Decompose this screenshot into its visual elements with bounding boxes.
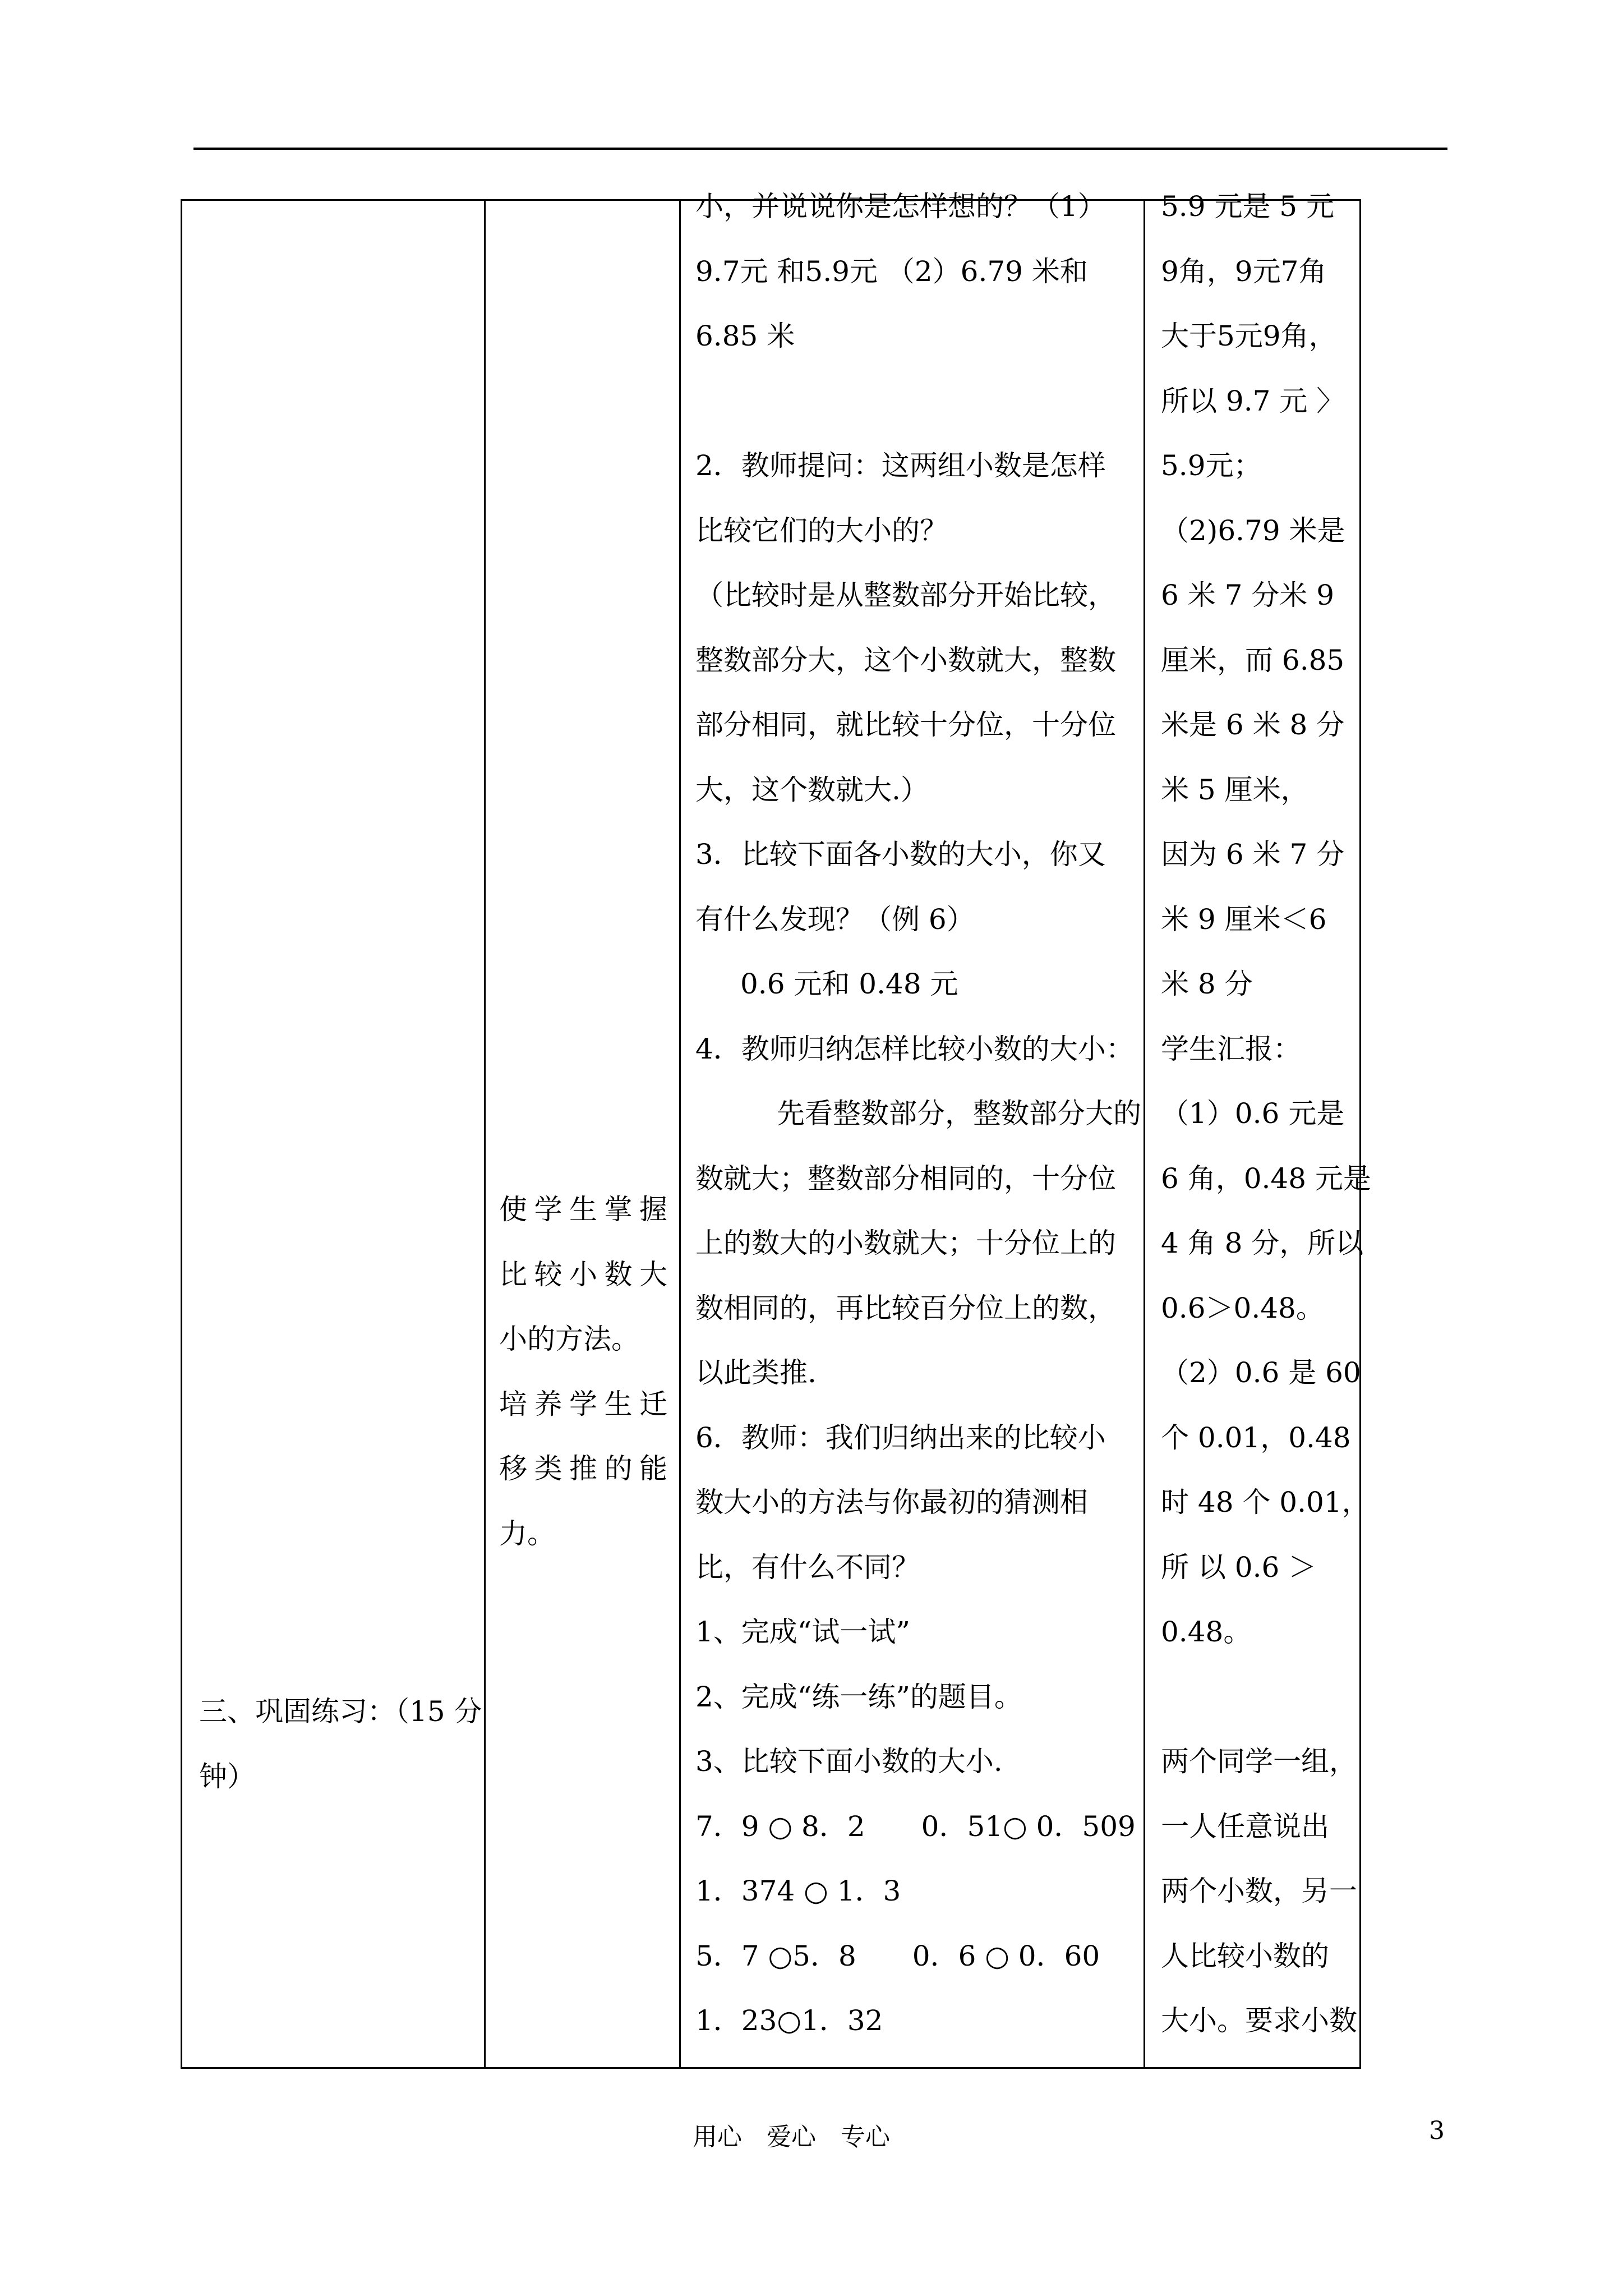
activity-line: 小，并说说你是怎样想的？（1）: [695, 190, 1106, 223]
activity-line: 7．9 ○ 8．2 0．51○ 0．509: [695, 1810, 1136, 1843]
activity-line: 0.6 元和 0.48 元: [740, 968, 958, 1000]
activity-line: 6．教师：我们归纳出来的比较小: [695, 1421, 1106, 1454]
student-line: 6 米 7 分米 9: [1161, 579, 1335, 611]
activity-line: 以此类推.: [695, 1356, 817, 1389]
student-line: 厘米，而 6.85: [1161, 643, 1345, 677]
student-line: 0.6＞0.48。: [1161, 1291, 1324, 1324]
student-line: 9角，9元7角: [1161, 255, 1327, 288]
activity-line: 3、比较下面小数的大小.: [695, 1745, 1003, 1778]
student-line: 4 角 8 分，所以: [1161, 1227, 1364, 1259]
stage-line: 钟）: [199, 1760, 255, 1793]
activity-line: [695, 369, 1144, 434]
activity-line: 数相同的，再比较百分位上的数，: [695, 1291, 1116, 1324]
stage-column: [199, 1680, 482, 1809]
student-line: （1）0.6 元是: [1161, 1097, 1345, 1130]
activity-line: 上的数大的小数就大；十分位上的: [695, 1227, 1116, 1259]
student-line: 米 9 厘米＜6: [1161, 903, 1327, 936]
student-line: 所以 9.7 元 〉: [1161, 384, 1345, 417]
activity-line: （比较时是从整数部分开始比较，: [695, 579, 1116, 611]
student-line: 两个同学一组，: [1161, 1745, 1357, 1778]
objective-line: 移类推的能: [499, 1452, 667, 1485]
student-line: （2)6.79 米是: [1161, 514, 1345, 547]
objective-line: 比较小数大: [499, 1258, 667, 1291]
teacher-activity-column: [695, 174, 1144, 2054]
activity-line: 9.7元 和5.9元 （2）6.79 米和: [695, 255, 1088, 288]
student-line: 因为 6 米 7 分: [1161, 838, 1345, 871]
column-divider-2: [679, 201, 681, 2067]
student-line: 米是 6 米 8 分: [1161, 708, 1345, 741]
page-number: 3: [1429, 2116, 1445, 2145]
column-divider-1: [484, 201, 486, 2067]
student-line: 大于5元9角，: [1161, 320, 1337, 352]
student-line: 所 以 0.6 ＞: [1161, 1550, 1317, 1584]
activity-line: 部分相同，就比较十分位，十分位: [695, 708, 1116, 741]
student-line: 学生汇报：: [1161, 1032, 1301, 1065]
header-rule: [193, 148, 1447, 150]
activity-line: 1．374 ○ 1．3: [695, 1875, 901, 1907]
objective-line: 力。: [499, 1517, 555, 1550]
objective-line: 培养学生迁: [499, 1387, 667, 1420]
student-line: 个 0.01，0.48: [1161, 1421, 1351, 1454]
activity-line: 1、完成“试一试”: [695, 1616, 910, 1648]
student-line: 米 5 厘米，: [1161, 773, 1309, 806]
student-activity-column: [1161, 174, 1371, 2054]
student-line: （2）0.6 是 60: [1161, 1356, 1361, 1389]
objective-line: 使学生掌握: [499, 1193, 667, 1226]
objective-column: [499, 1177, 667, 1566]
student-line: [1161, 1665, 1349, 1730]
student-line: 0.48。: [1161, 1616, 1252, 1648]
activity-line: 2、完成“练一练”的题目。: [695, 1680, 1022, 1713]
activity-line: 比，有什么不同？: [695, 1550, 920, 1584]
student-line: 5.9元；: [1161, 449, 1262, 482]
activity-line: 5．7 ○5．8 0．6 ○ 0．60: [695, 1939, 1100, 1972]
footer-text: 用心 爱心 专心: [693, 2123, 890, 2151]
activity-line: 3．比较下面各小数的大小，你又: [695, 838, 1106, 871]
activity-line: 2．教师提问：这两组小数是怎样: [695, 449, 1106, 482]
student-line: 米 8 分: [1161, 968, 1253, 1000]
objective-line: 小的方法。: [499, 1323, 639, 1355]
student-line: 两个小数，另一: [1161, 1875, 1357, 1907]
student-line: 一人任意说出: [1161, 1810, 1329, 1843]
activity-line: 有什么发现？（例 6）: [695, 903, 975, 936]
student-line: 人比较小数的: [1161, 1939, 1329, 1972]
student-line: 大小。要求小数: [1161, 2004, 1357, 2037]
student-line: 时 48 个 0.01，: [1161, 1486, 1370, 1519]
activity-line: 整数部分大，这个小数就大，整数: [695, 643, 1116, 677]
stage-line: 三、巩固练习：（15 分: [199, 1695, 482, 1728]
activity-line: 数就大；整数部分相同的，十分位: [695, 1162, 1116, 1195]
lesson-plan-table: [181, 190, 1371, 2069]
activity-line: 1．23○1．32: [695, 2004, 883, 2037]
student-line: 5.9 元是 5 元: [1161, 190, 1335, 223]
activity-line: 先看整数部分，整数部分大的: [777, 1097, 1141, 1130]
activity-line: 数大小的方法与你最初的猜测相: [695, 1486, 1088, 1519]
activity-line: 比较它们的大小的？: [695, 514, 948, 547]
activity-line: 4．教师归纳怎样比较小数的大小：: [695, 1032, 1134, 1065]
student-line: 6 角，0.48 元是: [1161, 1162, 1371, 1195]
activity-line: 6.85 米: [695, 320, 795, 352]
activity-line: 大，这个数就大.）: [695, 773, 929, 806]
